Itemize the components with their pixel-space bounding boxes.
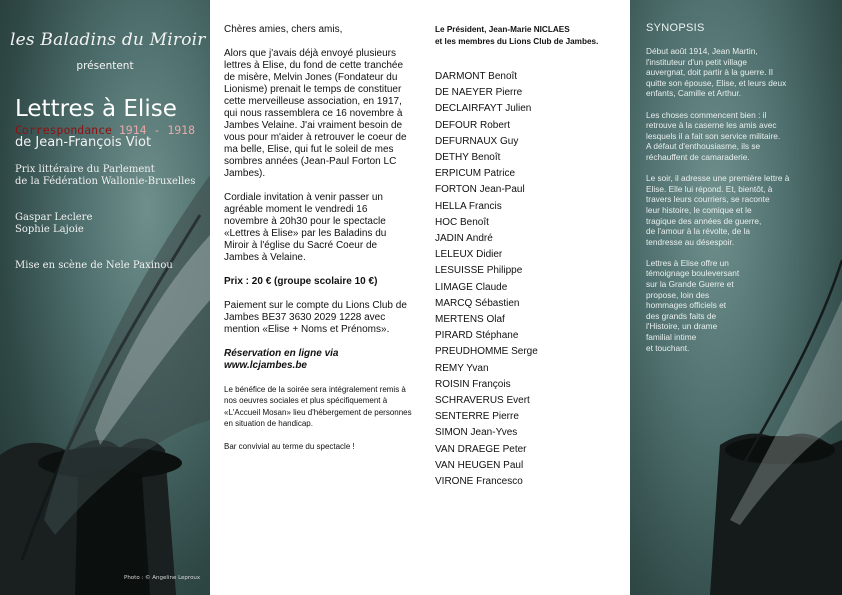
member-name: DETHY Benoît xyxy=(435,152,501,164)
member-name: FORTON Jean-Paul xyxy=(435,184,525,196)
members-header-line: Le Président, Jean-Marie NICLAES xyxy=(435,25,570,34)
member-name: LESUISSE Philippe xyxy=(435,265,523,277)
prize-line-1: Prix littéraire du Parlement xyxy=(15,164,155,175)
member-name: LELEUX Didier xyxy=(435,249,503,261)
synopsis-paragraph: Lettres à Elise offre un témoignage bouleversant sur la Grande Guerre et propose, loin des hommages officiels et des grands faits de l'Histoire, un drame familial intime et touchant. xyxy=(646,257,740,353)
actors-list xyxy=(15,212,92,236)
photo-credit: Photo : © Angeline Leproux xyxy=(124,575,201,581)
synopsis-paragraph: Les choses commencent bien : il retrouve à la caserne les amis avec lesquels il a fait son service militaire. A défaut d'enthousiasme, ils se réchauffent de camaraderie. xyxy=(646,109,781,162)
member-name: VAN DRAEGE Peter xyxy=(435,443,527,455)
member-name: ERPICUM Patrice xyxy=(435,168,516,180)
price-line: Prix : 20 € (groupe scolaire 10 €) xyxy=(224,276,378,287)
member-name: VAN HEUGEN Paul xyxy=(435,459,524,471)
play-author: de Jean-François Viot xyxy=(15,135,152,150)
synopsis-body xyxy=(646,46,836,364)
booking-link[interactable]: www.lcjambes.be xyxy=(224,360,307,371)
staging-credit: Mise en scène de Nele Paxinou xyxy=(15,260,173,271)
actor-name: Sophie Lajoie xyxy=(15,224,84,235)
letter-paragraph: Alors que j'avais déjà envoyé plusieurs lettres à Elise, du fond de cette tranchée de misère, Melvin Jones (Fondateur du Lionisme) prenait le temps de constituer cette merveilleuse association, en 1917, qui nous rassemblera ce 16 novembre à Jambes Velaine. J'ai vraiment besoin de vous pour m'aider à retrouver le coeur de ma belle, Elise, qui fut le soleil de mes sombres années (Jean-Paul Forton LC Jambes). xyxy=(224,48,407,179)
payment-info: Paiement sur le compte du Lions Club de Jambes BE37 3630 2029 1228 avec mention «Elise + Noms et Prénoms». xyxy=(224,300,407,335)
brand-logo-text: les Baladins du Miroir xyxy=(10,30,206,50)
play-title: Lettres à Elise xyxy=(15,96,177,122)
member-name: JADIN André xyxy=(435,233,493,245)
member-name: REMY Yvan xyxy=(435,362,489,374)
subtitle-years: 1914 - 1918 xyxy=(118,123,196,137)
quill-inkwell-illustration xyxy=(0,0,210,595)
member-name: HOC Benoît xyxy=(435,216,489,228)
member-name: SCHRAVERUS Evert xyxy=(435,395,530,407)
members-column xyxy=(435,24,625,490)
member-name: SIMON Jean-Yves xyxy=(435,427,518,439)
booking-info xyxy=(224,348,414,372)
member-name: MARCQ Sébastien xyxy=(435,297,520,309)
member-name: VIRONE Francesco xyxy=(435,476,523,488)
actor-name: Gaspar Leclere xyxy=(15,212,93,223)
member-name: HELLA Francis xyxy=(435,200,502,212)
member-name: DECLAIRFAYT Julien xyxy=(435,103,532,115)
bar-note: Bar convivial au terme du spectacle ! xyxy=(224,442,355,452)
right-synopsis-panel xyxy=(630,0,842,595)
invitation-letter xyxy=(224,24,414,465)
synopsis-paragraph: Le soir, il adresse une première lettre à Elise. Elle lui répond. Et, bientôt, à travers leurs courriers, se raconte leur histoire, le comique et le tragique des années de guerre, de l'amour à la révolte, de la tendresse au désespoir. xyxy=(646,173,790,247)
member-name: PREUDHOMME Serge xyxy=(435,346,538,358)
prize-line-2: de la Fédération Wallonie-Bruxelles xyxy=(15,176,196,187)
members-list xyxy=(435,69,625,490)
presents-label: présentent xyxy=(76,60,134,72)
synopsis-heading: SYNOPSIS xyxy=(646,22,705,34)
member-name: DEFOUR Robert xyxy=(435,119,511,131)
member-name: PIRARD Stéphane xyxy=(435,330,519,342)
left-cover-panel xyxy=(0,0,210,595)
booking-label: Réservation en ligne via xyxy=(224,348,339,359)
members-header-line: et les membres du Lions Club de Jambes. xyxy=(435,37,599,46)
member-name: DEFURNAUX Guy xyxy=(435,135,519,147)
member-name: MERTENS Olaf xyxy=(435,314,505,326)
member-name: LIMAGE Claude xyxy=(435,281,508,293)
letter-greeting: Chères amies, chers amis, xyxy=(224,24,343,35)
letter-paragraph: Cordiale invitation à venir passer un agréable moment le vendredi 16 novembre à 20h30 pour le spectacle «Lettres à Elise» par les Baladins du Miroir à l'église du Sacré Coeur de Jambes à Velaine. xyxy=(224,192,387,263)
benefit-info: Le bénéfice de la soirée sera intégralement remis à nos oeuvres sociales et plus spécifiquement à «L'Accueil Mosan» lieu d'hébergement de personnes en situation de handicap. xyxy=(224,385,412,428)
subtitle-correspondance: Correspondance xyxy=(15,123,112,137)
synopsis-paragraph: Début août 1914, Jean Martin, l'instituteur d'un petit village auvergnat, doit partir à la guerre. Il quitte son épouse, Elise, et leurs deux enfants, Camille et Arthur. xyxy=(646,46,787,99)
member-name: SENTERRE Pierre xyxy=(435,411,519,423)
member-name: DE NAEYER Pierre xyxy=(435,87,523,99)
prize-text xyxy=(15,164,195,188)
members-header xyxy=(435,24,625,48)
member-name: ROISIN François xyxy=(435,378,511,390)
member-name: DARMONT Benoît xyxy=(435,71,518,82)
